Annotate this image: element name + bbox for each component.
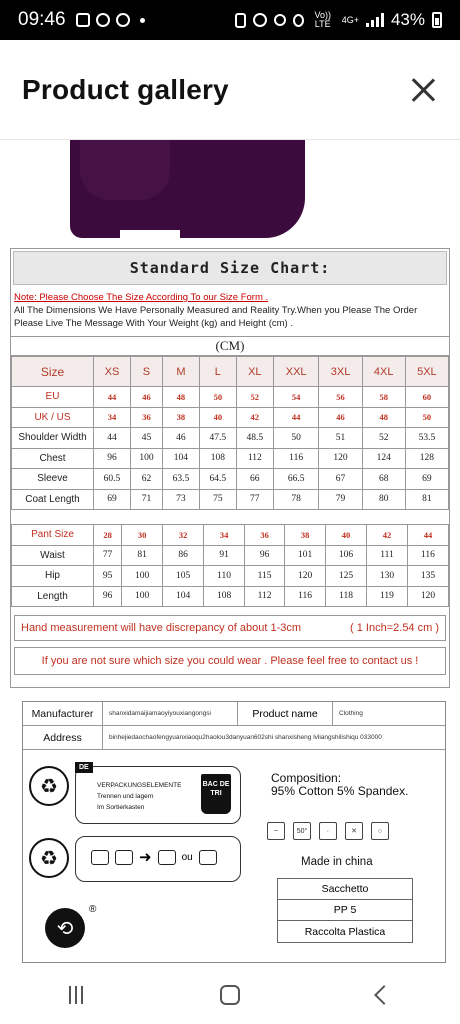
size-cell: 108: [204, 586, 245, 607]
product-photo: [10, 140, 450, 240]
composition-value: 95% Cotton 5% Spandex.: [271, 784, 409, 798]
packaging-line-1: Trennen und lagern: [97, 793, 154, 800]
size-cell: 108: [199, 448, 236, 469]
size-cell: 48: [362, 407, 405, 428]
row-label: Sleeve: [12, 469, 94, 490]
size-cell: 106: [326, 545, 367, 566]
row-label: EU: [12, 387, 94, 408]
size-cell: 77: [236, 489, 273, 510]
system-icons: [235, 10, 442, 30]
header-cell: S: [130, 357, 162, 387]
size-cell: 119: [367, 586, 408, 607]
size-cell: 66: [236, 469, 273, 490]
battery-saver-icon: [235, 13, 246, 28]
size-cell: 68: [362, 469, 405, 490]
size-row: [12, 525, 449, 546]
size-cell: 124: [362, 448, 405, 469]
size-cell: 73: [162, 489, 199, 510]
size-cell: 95: [94, 566, 122, 587]
battery-percent: 43%: [390, 10, 425, 29]
size-row: [12, 448, 449, 469]
size-cell: 112: [236, 448, 273, 469]
size-row: [12, 566, 449, 587]
size-cell: 130: [367, 566, 408, 587]
header-cell: 5XL: [405, 357, 448, 387]
gallery-header: [0, 40, 460, 140]
size-cell: 38: [285, 525, 326, 546]
clothing-icon: [91, 850, 109, 865]
more-notifications-icon: [140, 18, 145, 23]
product-name-label: Product name: [237, 702, 333, 725]
notification-icons: [76, 13, 145, 27]
app-notification-icon: [96, 13, 110, 27]
size-cell: 69: [405, 469, 448, 490]
coat-size-rows: [12, 387, 449, 510]
product-name-value: Clothing: [339, 710, 363, 717]
size-cell: 104: [163, 586, 204, 607]
green-dot-icon: ⟲: [45, 908, 85, 948]
mute-icon: [274, 14, 286, 26]
size-cell: 52: [362, 428, 405, 449]
size-cell: 128: [405, 448, 448, 469]
size-cell: 80: [362, 489, 405, 510]
row-label: UK / US: [12, 407, 94, 428]
size-cell: 100: [122, 566, 163, 587]
row-label: Chest: [12, 448, 94, 469]
size-cell: 34: [204, 525, 245, 546]
header-cell: 4XL: [362, 357, 405, 387]
size-cell: 125: [326, 566, 367, 587]
size-cell: 63.5: [162, 469, 199, 490]
coat-size-table: [11, 356, 449, 510]
size-cell: 71: [130, 489, 162, 510]
size-chart-title: Standard Size Chart:: [13, 251, 447, 285]
size-cell: 48: [162, 387, 199, 408]
back-button[interactable]: [374, 985, 394, 1005]
product-image[interactable]: [10, 140, 450, 965]
size-cell: 47.5: [199, 428, 236, 449]
size-cell: 34: [94, 407, 131, 428]
packaging-line-2: Im Sortierkasten: [97, 804, 145, 811]
size-cell: 96: [245, 545, 285, 566]
row-label: Shoulder Width: [12, 428, 94, 449]
size-cell: 111: [367, 545, 408, 566]
sorting-bin-icon: BAC DE TRI: [201, 774, 231, 814]
size-cell: 51: [319, 428, 362, 449]
garment-shadow: [80, 140, 170, 200]
size-cell: 86: [163, 545, 204, 566]
size-cell: 64.5: [199, 469, 236, 490]
registered-mark: ®: [89, 904, 97, 915]
row-label: Waist: [12, 545, 94, 566]
size-row: [12, 489, 449, 510]
size-cell: 42: [236, 407, 273, 428]
composition-title: Composition:: [271, 771, 342, 785]
material-table: [277, 878, 413, 943]
row-label: Hip: [12, 566, 94, 587]
made-in: Made in china: [301, 856, 373, 868]
size-row: [12, 586, 449, 607]
size-cell: 75: [199, 489, 236, 510]
size-cell: 116: [407, 545, 448, 566]
note-warning: Note: Please Choose The Size According To our Size Form .: [14, 292, 269, 303]
wash-icon: 50°: [293, 822, 311, 840]
header-cell: M: [162, 357, 199, 387]
size-cell: 46: [130, 387, 162, 408]
composition: [271, 772, 408, 798]
location-icon: [293, 14, 304, 27]
size-cell: 54: [273, 387, 319, 408]
size-cell: 36: [245, 525, 285, 546]
size-cell: 56: [319, 387, 362, 408]
size-cell: 81: [405, 489, 448, 510]
header-cell: XXL: [273, 357, 319, 387]
discrepancy-text: Hand measurement will have discrepancy of about 1-3cm: [21, 622, 302, 634]
unit-label: (CM): [11, 336, 449, 356]
gallery-notification-icon: [76, 13, 90, 27]
size-cell: 81: [122, 545, 163, 566]
size-cell: 110: [204, 566, 245, 587]
address-value: binhejiedaochaofengyuanxiaoqu2haolou3danyuan602shi shanxisheng lvliangshilishiqu 033000: [109, 734, 382, 741]
size-cell: 48.5: [236, 428, 273, 449]
size-cell: 66.5: [273, 469, 319, 490]
size-cell: 52: [236, 387, 273, 408]
header-cell: XL: [236, 357, 273, 387]
size-cell: 104: [162, 448, 199, 469]
battery-icon: [432, 12, 442, 28]
size-cell: 112: [245, 586, 285, 607]
size-cell: 135: [407, 566, 448, 587]
size-chart: [10, 248, 450, 688]
size-cell: 40: [199, 407, 236, 428]
size-cell: 44: [94, 387, 131, 408]
tumble-dry-icon: ○: [371, 822, 389, 840]
size-cell: 96: [94, 448, 131, 469]
size-cell: 36: [130, 407, 162, 428]
row-label: Coat Length: [12, 489, 94, 510]
header-cell: Size: [12, 357, 94, 387]
size-cell: 53.5: [405, 428, 448, 449]
signal-icon: [366, 13, 384, 27]
alarm-icon: [253, 13, 267, 27]
size-cell: 60.5: [94, 469, 131, 490]
size-cell: 62: [130, 469, 162, 490]
size-cell: 69: [94, 489, 131, 510]
recycle-icon: ♻: [29, 838, 69, 878]
size-cell: 118: [326, 586, 367, 607]
size-cell: 46: [319, 407, 362, 428]
size-row: [12, 387, 449, 408]
note-body: All The Dimensions We Have Personally Measured and Reality Try.When you Please The Order Please Live The Message With Your Weight (kg) and Height (cm) .: [14, 305, 418, 329]
page-title: Product gallery: [22, 73, 229, 105]
size-cell: 115: [245, 566, 285, 587]
product-label: [22, 701, 446, 963]
arrow-right-icon: ➜: [139, 849, 152, 866]
packaging-title: VERPACKUNGSELEMENTE: [97, 782, 182, 789]
pant-size-table: [11, 524, 449, 607]
size-cell: 50: [199, 387, 236, 408]
contact-note: If you are not sure which size you could wear . Please feel free to contact us !: [14, 647, 446, 675]
size-header-row: [12, 357, 449, 387]
size-row: [12, 545, 449, 566]
size-cell: 96: [94, 586, 122, 607]
no-bleach-icon: ✕: [345, 822, 363, 840]
size-cell: 116: [285, 586, 326, 607]
care-symbols: [267, 822, 389, 840]
size-cell: 116: [273, 448, 319, 469]
container-icon: [158, 850, 176, 865]
size-row: [12, 428, 449, 449]
address-row: [23, 726, 445, 750]
size-cell: 42: [367, 525, 408, 546]
donate-icon: [199, 850, 217, 865]
size-row: [12, 469, 449, 490]
size-cell: 120: [319, 448, 362, 469]
material-item: Sacchetto: [278, 879, 412, 900]
size-cell: 67: [319, 469, 362, 490]
money-notification-icon: [116, 13, 130, 27]
row-label: Pant Size: [12, 525, 94, 546]
size-cell: 101: [285, 545, 326, 566]
status-bar: [0, 0, 460, 40]
header-cell: 3XL: [319, 357, 362, 387]
size-cell: 50: [405, 407, 448, 428]
shoes-icon: [115, 850, 133, 865]
size-cell: 79: [319, 489, 362, 510]
size-cell: 78: [273, 489, 319, 510]
size-cell: 105: [163, 566, 204, 587]
size-cell: 58: [362, 387, 405, 408]
hand-wash-icon: ~: [267, 822, 285, 840]
manufacturer-value: shanxidamaijiamaoyiyouxiangongsi: [109, 710, 211, 717]
home-button[interactable]: [220, 985, 240, 1005]
row-label: Length: [12, 586, 94, 607]
manufacturer-row: [23, 702, 445, 726]
size-row: [12, 407, 449, 428]
size-cell: 100: [130, 448, 162, 469]
manufacturer-label: Manufacturer: [23, 702, 103, 725]
size-cell: 40: [326, 525, 367, 546]
triman-recycle-icon: ♻: [29, 766, 69, 806]
network-gen-indicator: 4G+: [341, 14, 359, 25]
inch-conversion: ( 1 Inch=2.54 cm ): [350, 622, 439, 634]
size-cell: 100: [122, 586, 163, 607]
or-text: ou: [181, 851, 193, 863]
size-cell: 44: [407, 525, 448, 546]
size-cell: 30: [122, 525, 163, 546]
material-item: Raccolta Plastica: [304, 925, 386, 938]
material-item: PP 5: [278, 900, 412, 921]
size-cell: 38: [162, 407, 199, 428]
discrepancy-note: [14, 615, 446, 641]
volte-indicator: Vo)) LTE: [314, 10, 331, 29]
packaging-text: [97, 780, 181, 813]
pant-size-rows: [12, 525, 449, 607]
recents-button[interactable]: [69, 986, 83, 1004]
sorting-icons: [91, 848, 217, 866]
country-tag: DE: [75, 762, 93, 773]
size-cell: 44: [273, 407, 319, 428]
iron-icon: ∙: [319, 822, 337, 840]
size-cell: 77: [94, 545, 122, 566]
header-cell: L: [199, 357, 236, 387]
header-cell: XS: [94, 357, 131, 387]
size-cell: 60: [405, 387, 448, 408]
address-label: Address: [23, 726, 103, 749]
size-cell: 46: [162, 428, 199, 449]
size-cell: 120: [285, 566, 326, 587]
close-icon[interactable]: [408, 75, 438, 105]
size-cell: 50: [273, 428, 319, 449]
system-nav-bar: [0, 965, 460, 1024]
size-cell: 120: [407, 586, 448, 607]
size-cell: 28: [94, 525, 122, 546]
size-cell: 32: [163, 525, 204, 546]
status-time: 09:46: [18, 9, 66, 30]
size-chart-note: [11, 285, 449, 330]
size-cell: 44: [94, 428, 131, 449]
size-cell: 91: [204, 545, 245, 566]
size-cell: 45: [130, 428, 162, 449]
